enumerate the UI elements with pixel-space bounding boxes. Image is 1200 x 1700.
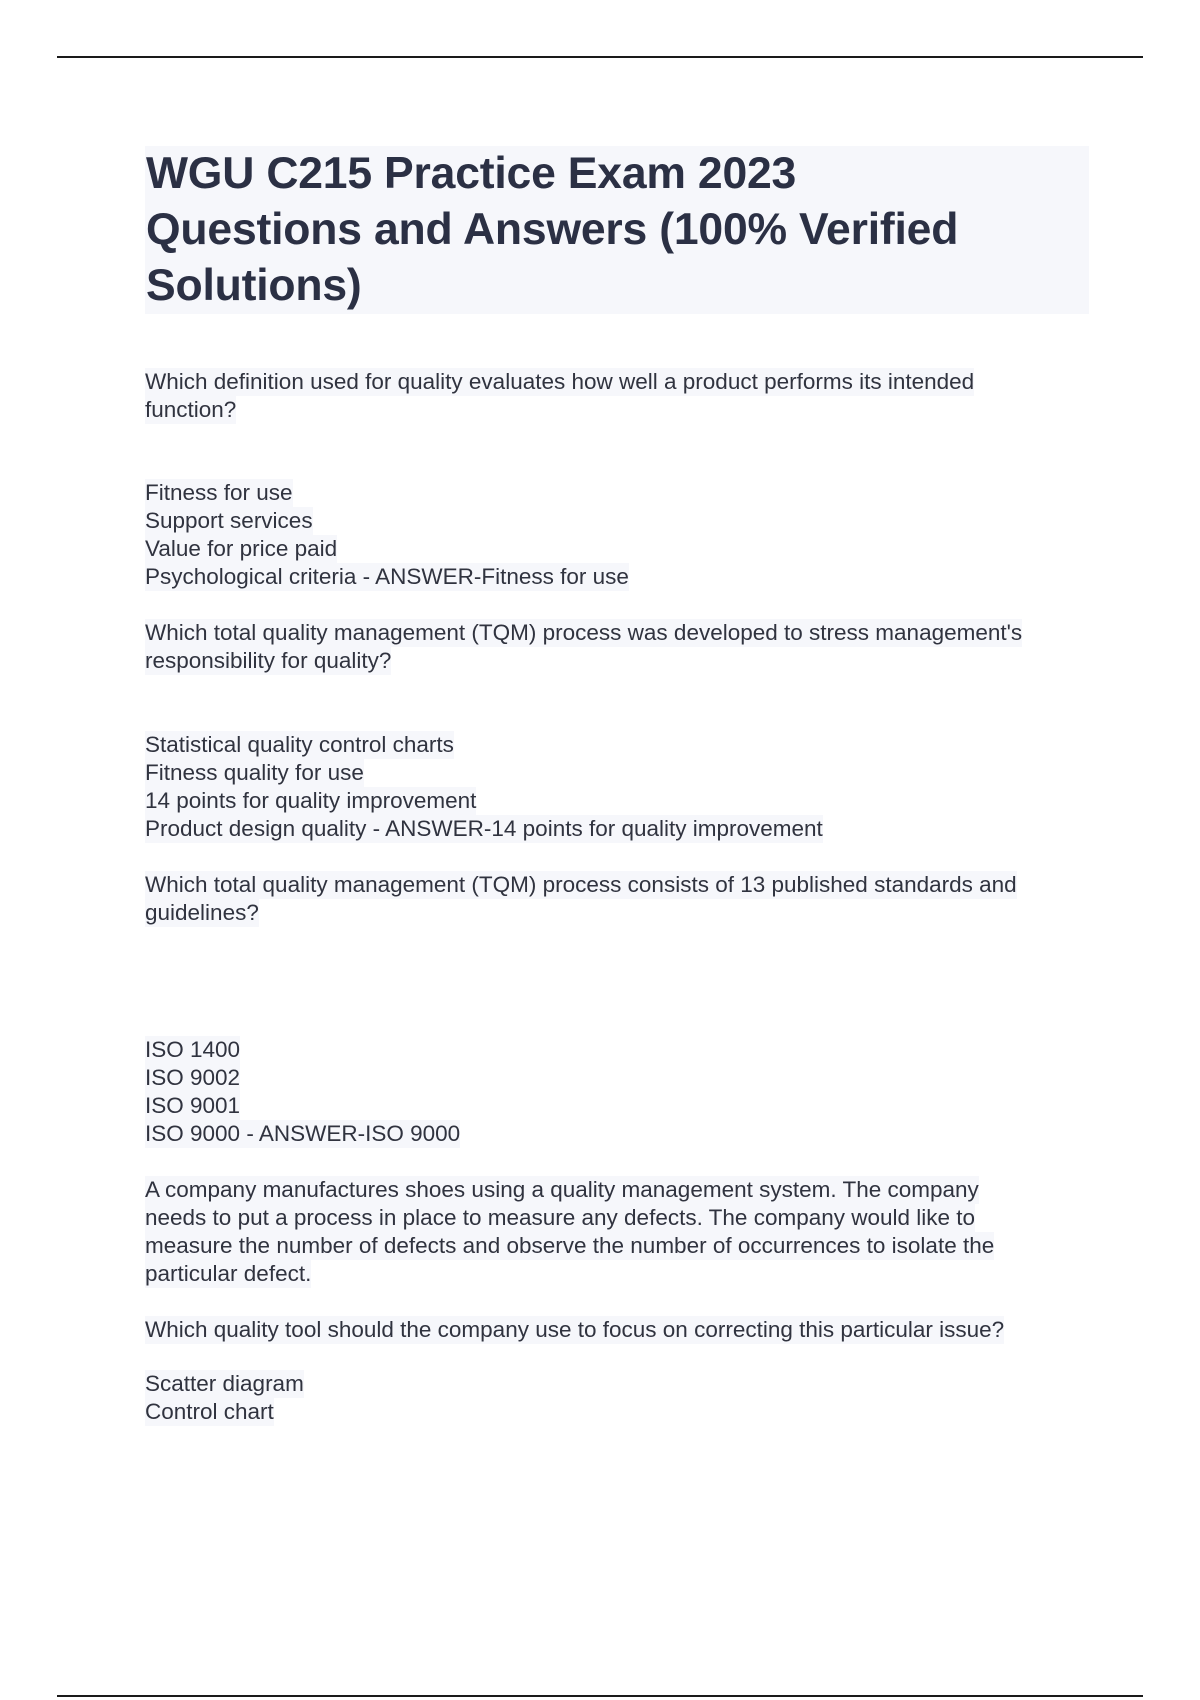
question-1-text	[145, 368, 1095, 424]
question-1-options	[145, 479, 1095, 591]
scenario-line: measure the number of defects and observe the number of occurrences to isolate the	[145, 1233, 995, 1258]
title-line: Questions and Answers (100% Verified	[146, 205, 959, 254]
option-line: Control chart	[145, 1399, 274, 1424]
question-line: Which quality tool should the company use to focus on correcting this particular issue?	[145, 1317, 1005, 1342]
option-answer-line: Product design quality - ANSWER-14 points for quality improvement	[145, 816, 823, 841]
question-4-scenario	[145, 1176, 1095, 1288]
question-line: Which definition used for quality evaluates how well a product performs its intended	[145, 369, 975, 394]
question-2-text	[145, 619, 1095, 675]
option-line: Statistical quality control charts	[145, 732, 454, 757]
scenario-line: needs to put a process in place to measure any defects. The company would like to	[145, 1205, 976, 1230]
option-line: ISO 9002	[145, 1065, 241, 1090]
question-3-options	[145, 1036, 1095, 1148]
option-line: Value for price paid	[145, 536, 338, 561]
question-4-options	[145, 1370, 1095, 1426]
question-4-text	[145, 1316, 1095, 1344]
question-line: responsibility for quality?	[145, 648, 392, 673]
question-line: guidelines?	[145, 900, 259, 925]
option-answer-line: Psychological criteria - ANSWER-Fitness for use	[145, 564, 629, 589]
option-line: Fitness quality for use	[145, 760, 364, 785]
document-title	[145, 146, 1089, 314]
question-line: Which total quality management (TQM) process consists of 13 published standards and	[145, 872, 1017, 897]
top-rule	[57, 56, 1143, 58]
title-line: WGU C215 Practice Exam 2023	[146, 149, 797, 198]
question-line: function?	[145, 397, 237, 422]
option-answer-line: ISO 9000 - ANSWER-ISO 9000	[145, 1121, 461, 1146]
option-line: 14 points for quality improvement	[145, 788, 477, 813]
option-line: ISO 1400	[145, 1037, 241, 1062]
scenario-line: particular defect.	[145, 1261, 312, 1286]
title-line: Solutions)	[146, 261, 362, 310]
question-line: Which total quality management (TQM) process was developed to stress management's	[145, 620, 1023, 645]
option-line: Support services	[145, 508, 313, 533]
question-2-options	[145, 731, 1095, 843]
option-line: Fitness for use	[145, 480, 293, 505]
option-line: ISO 9001	[145, 1093, 241, 1118]
bottom-rule	[57, 1695, 1143, 1697]
scenario-line: A company manufactures shoes using a quality management system. The company	[145, 1177, 979, 1202]
option-line: Scatter diagram	[145, 1371, 304, 1396]
question-3-text	[145, 871, 1095, 927]
